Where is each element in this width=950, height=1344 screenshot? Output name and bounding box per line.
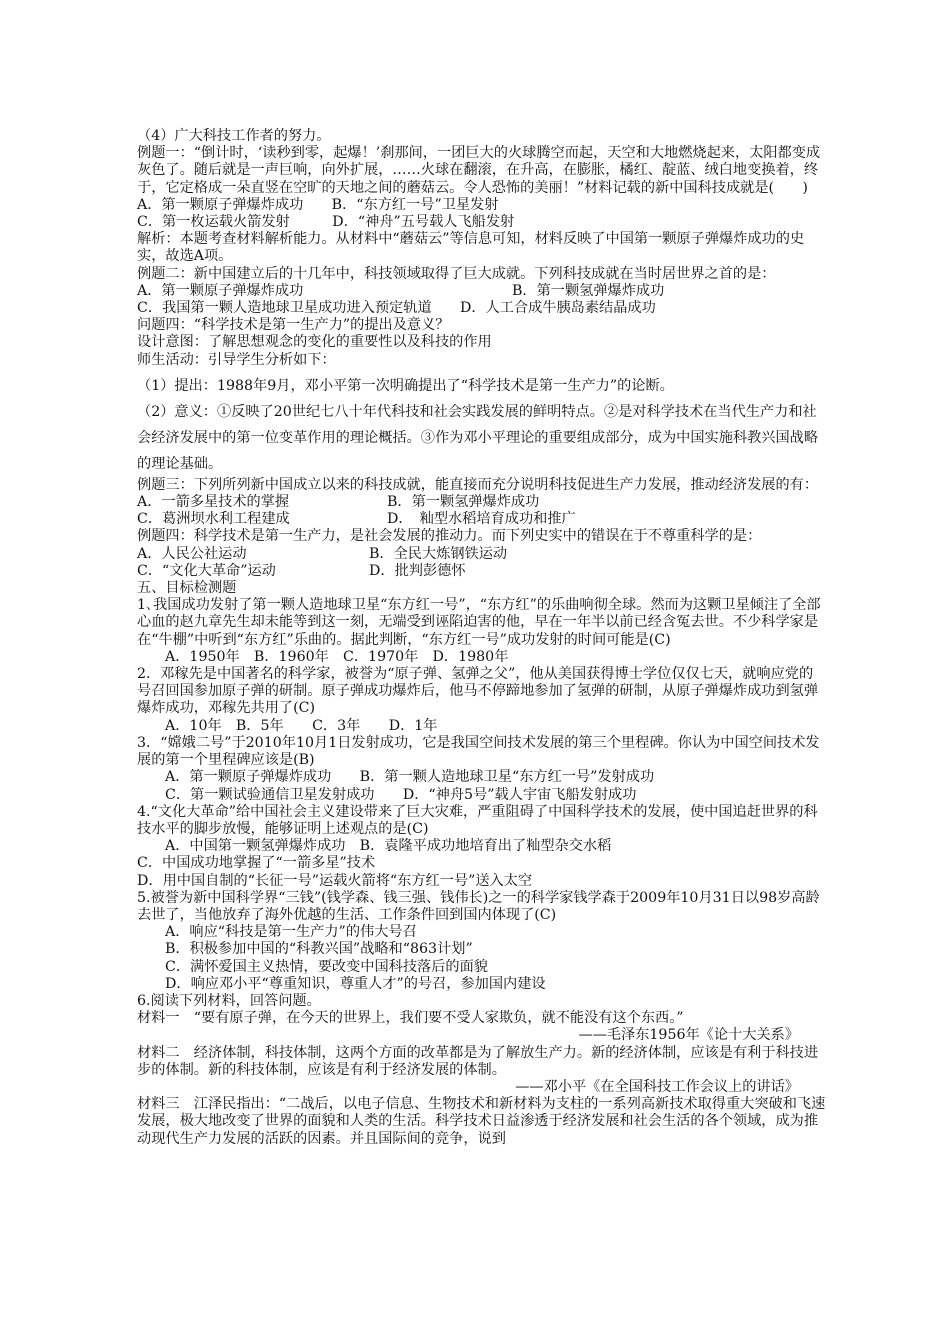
example-3-option-ab xyxy=(137,494,827,511)
document-page xyxy=(137,128,827,1148)
question-4: 4.“文化大革命”给中国社会主义建设带来了巨大灾难，严重阻碍了中国科学技术的发展，使中国追赶世界的科技水平的脚步放慢，能够证明上述观点的是(C) xyxy=(137,803,818,837)
example-1: 例题一：“倒计时，‘读秒到零，起爆！’刹那间，一团巨大的火球腾空而起，天空和大地燃烧起来，太阳都变成灰色了。随后就是一声巨响，向外扩展，……火球在翻滚，在升高，在膨胀，橘红、靛蓝、绒白地变换着，终于，它定格成一朵直竖在空旷的天地之间的蘑菇云。令人恐怖的美丽！”材料记载的新中国科技成就是( ) xyxy=(137,145,821,196)
question-4-option-d: D．用中国自制的“长征一号”运载火箭将“东方红一号”送入太空 xyxy=(137,872,533,889)
material-1-source: ——毛泽东1956年《论十大关系》 xyxy=(578,1027,799,1044)
point-2: （2）意义：①反映了20世纪七八十年代科技和社会实践发展的鲜明特点。②是对科学技术在当代生产力和社会经济发展中的第一位变革作用的理论概括。③作为邓小平理论的重要组成部分，成为中国实施科教兴国战略的理论基础。 xyxy=(137,403,819,472)
material-1: 材料一 “要有原子弹，在今天的世界上，我们要不受人家欺负，就不能没有这个东西。” xyxy=(137,1010,684,1027)
question-5-option-d: D．响应邓小平“尊重知识，尊重人才”的号召，参加国内建设 xyxy=(165,975,546,992)
question-3-options-cd: C．第一颗试验通信卫星发射成功 D．“神舟5号”载人宇宙飞船发射成功 xyxy=(165,786,637,803)
example-1-analysis: 解析：本题考查材料解析能力。从材料中“蘑菇云”等信息可知，材料反映了中国第一颗原子弹爆炸成功的史实，故选A项。 xyxy=(137,231,805,265)
question-5-option-c: C．满怀爱国主义热情，要改变中国科技落后的面貌 xyxy=(165,958,488,975)
option-b: B．第一颗氢弹爆炸成功 xyxy=(512,282,665,299)
option-a: A．第一颗原子弹爆炸成功 xyxy=(137,282,304,299)
question-4-option-c: C．中国成功地掌握了“一箭多星”技术 xyxy=(137,855,376,872)
material-2: 材料二 经济体制，科技体制，这两个方面的改革都是为了解放生产力。新的经济体制，应该是有利于科技进步的体制。新的科技体制，应该是有利于经济发展的体制。 xyxy=(137,1044,819,1078)
material-2-source: ——邓小平《在全国科技工作会议上的讲话》 xyxy=(515,1078,799,1095)
question-5-option-a: A．响应“科技是第一生产力”的伟大号召 xyxy=(165,924,417,941)
option-c: C．葛洲坝水利工程建成 xyxy=(137,511,290,528)
question-2: 2．邓稼先是中国著名的科学家，被誉为“原子弹、氢弹之父”，他从美国获得博士学位仅仅七天，就响应党的号召回国参加原子弹的研制。原子弹成功爆炸后，他马不停蹄地参加了氢弹的研制，从原子弹爆炸成功到氢弹爆炸成功，邓稼先共用了(C) xyxy=(137,666,819,717)
section-5-title: 五、目标检测题 xyxy=(137,580,237,597)
example-2-option-cd: C．我国第一颗人造地球卫星成功进入预定轨道 D．人工合成牛胰岛素结晶成功 xyxy=(137,300,656,317)
option-a: A．一箭多星技术的掌握 xyxy=(137,494,290,511)
teacher-activity: 师生活动：引导学生分析如下： xyxy=(137,351,336,368)
example-1-option-ab: A．第一颗原子弹爆炸成功 B．“东方红一号”卫星发射 xyxy=(137,196,499,213)
option-a: A．人民公社运动 xyxy=(137,545,247,562)
option-c: C．“文化大革命”运动 xyxy=(137,562,276,579)
question-4-title: 问题四：“科学技术是第一生产力”的提出及意义？ xyxy=(137,317,450,334)
material-3: 材料三 江泽民指出：“二战后，以电子信息、生物技术和新材料为支柱的一系列高新技术取得重大突破和飞速发展，极大地改变了世界的面貌和人类的生活。科学技术日益渗透于经济发展和社会生活的各个领域，成为推动现代生产力发展的活跃的因素。并且国际间的竞争，说到 xyxy=(137,1096,826,1147)
question-5: 5.被誉为新中国科学界“三钱”(钱学森、钱三强、钱伟长)之一的科学家钱学森于2009年10月31日以98岁高龄去世了，当他放弃了海外优越的生活、工作条件回到国内体现了(C) xyxy=(137,889,820,923)
point-1: （1）提出：1988年9月，邓小平第一次明确提出了“科学技术是第一生产力”的论断。 xyxy=(137,377,674,394)
option-d: D． 籼型水稻培育成功和推广 xyxy=(387,511,576,528)
example-4-option-cd xyxy=(137,563,827,580)
question-5-option-b: B．积极参加中国的“科教兴国”战略和“863计划” xyxy=(165,941,473,958)
option-b: B．第一颗氢弹爆炸成功 xyxy=(387,494,540,511)
question-4-options-ab: A．中国第一颗氢弹爆炸成功 B．袁隆平成功地培育出了籼型杂交水稻 xyxy=(165,838,612,855)
example-1-option-cd: C．第一枚运载火箭发射 D．“神舟”五号载人飞船发射 xyxy=(137,214,515,231)
question-2-options: A．10年 B．5年 C．3年 D．1年 xyxy=(165,717,438,734)
question-3: 3．“嫦娥二号”于2010年10月1日发射成功，它是我国空间技术发展的第三个里程碑。你认为中国空间技术发展的第一个里程碑应该是(B) xyxy=(137,734,820,769)
option-b: B．全民大炼钢铁运动 xyxy=(369,545,508,562)
question-1: 1､我国成功发射了第一颗人造地球卫星“东方红一号”，“东方红”的乐曲响彻全球。然而为这颗卫星倾注了全部心血的赵九章先生却未能等到这一刻，无端受到诬陷迫害的他，早在一年半以前已经含冤去世。不少科学家是在“牛棚”中听到“东方红”乐曲的。据此判断，“东方红一号”成功发射的时间可能是(C) xyxy=(137,597,821,648)
example-2-option-ab xyxy=(137,283,827,300)
example-4-option-ab xyxy=(137,546,827,563)
example-4: 例题四：科学技术是第一生产力，是社会发展的推动力。而下列史实中的错误在于不尊重科学的是： xyxy=(137,528,762,545)
example-3: 例题三：下列所列新中国成立以来的科技成就，能直接而充分说明科技促进生产力发展，推动经济发展的有： xyxy=(137,476,819,493)
question-1-options: A．1950年 B．1960年 C．1970年 D．1980年 xyxy=(165,648,509,665)
example-3-option-cd xyxy=(137,511,827,528)
para-l0: （4）广大科技工作者的努力。 xyxy=(137,128,331,144)
example-2: 例题二：新中国建立后的十几年中，科技领域取得了巨大成就。下列科技成就在当时居世界之首的是： xyxy=(137,265,776,282)
design-intent: 设计意图：了解思想观念的变化的重要性以及科技的作用 xyxy=(137,334,492,351)
option-d: D．批判彭德怀 xyxy=(369,562,466,579)
question-3-options-ab: A．第一颗原子弹爆炸成功 B．第一颗人造地球卫星“东方红一号”发射成功 xyxy=(165,769,655,786)
question-6: 6.阅读下列材料，回答问题。 xyxy=(137,992,321,1009)
